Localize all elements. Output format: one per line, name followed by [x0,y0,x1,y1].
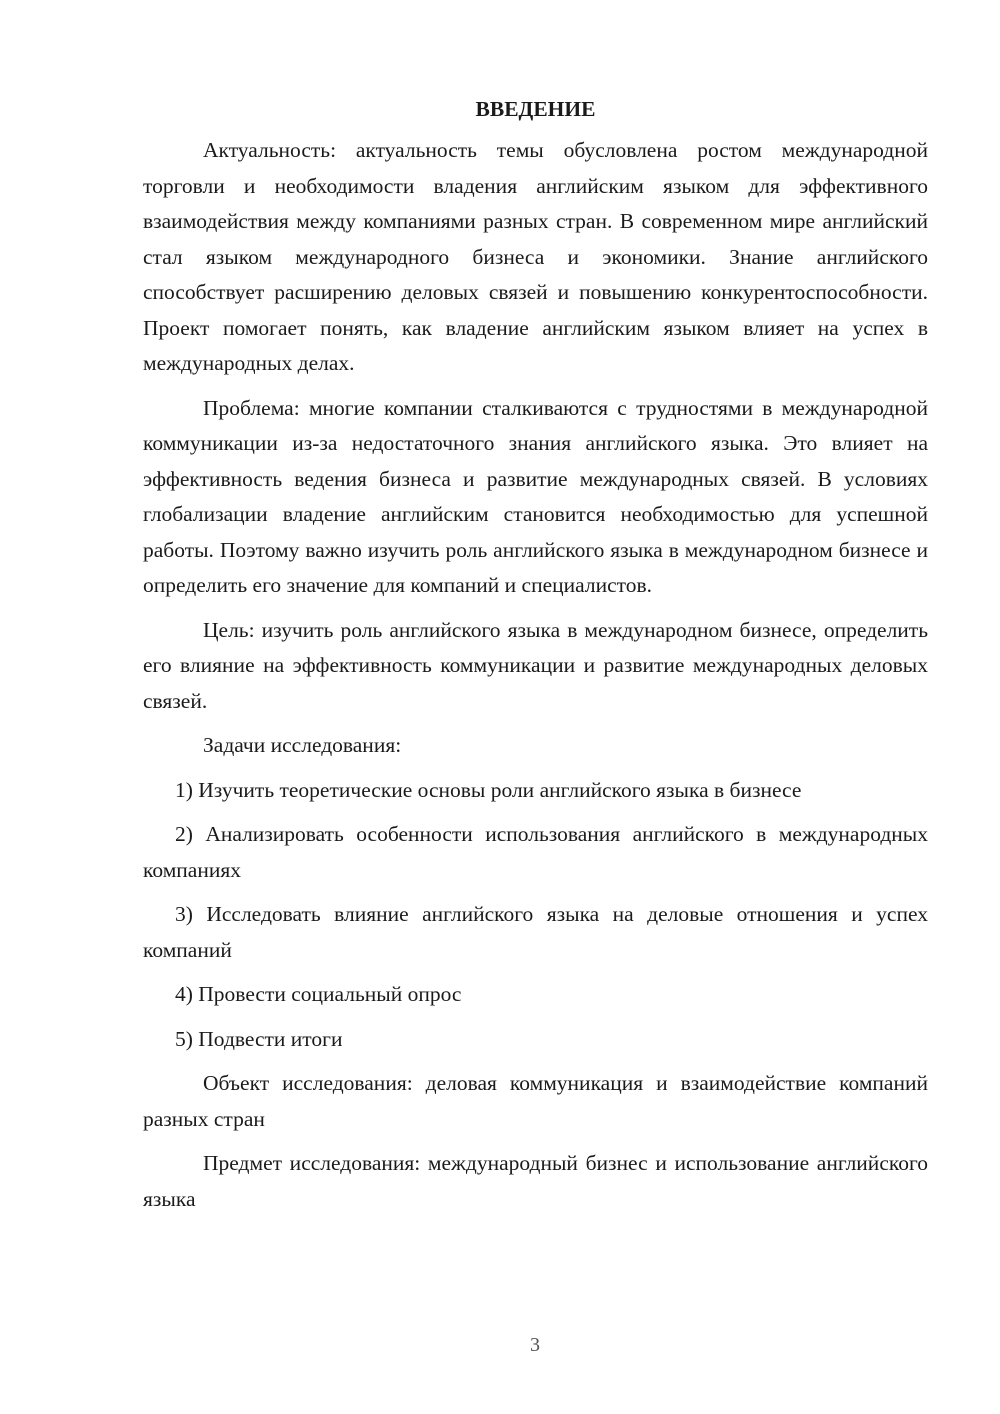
task-item-5: 5) Подвести итоги [175,1026,343,1051]
goal-paragraph: Цель: изучить роль английского языка в международном бизнесе, определить его влияние на эффективность коммуникации и развитие международных деловых связей. [143,617,928,713]
task-item-4: 4) Провести социальный опрос [175,982,462,1006]
task-item-3: 3) Исследовать влияние английского языка на деловые отношения и успех компаний [143,902,928,962]
relevance-paragraph: Актуальность: актуальность темы обусловлена ростом международной торговли и необходимости владения английским языком для эффективного взаимодействия между компаниями разных стран. В современном мире английский стал языком международного бизнеса и экономики. Знание английского способствует расширению деловых связей и повышению конкурентоспособности. Проект помогает понять, как владение английским языком влияет на успех в международных делах. [143,138,928,375]
document-page [143,92,928,1226]
task-item-2: 2) Анализировать особенности использования английского в международных компаниях [143,822,928,882]
problem-paragraph: Проблема: многие компании сталкиваются с трудностями в международной коммуникации из-за недостаточного знания английского языка. Это влияет на эффективность ведения бизнеса и развитие международных связей. В условиях глобализации владение английским становится необходимостью для успешной работы. Поэтому важно изучить роль английского языка в международном бизнесе и определить его значение для компаний и специалистов. [143,395,928,597]
object-paragraph: Объект исследования: деловая коммуникация и взаимодействие компаний разных стран [143,1071,928,1131]
subject-paragraph: Предмет исследования: международный бизнес и использование английского языка [143,1151,928,1211]
tasks-heading: Задачи исследования: [203,733,402,757]
task-item-1: 1) Изучить теоретические основы роли английского языка в бизнесе [175,777,802,802]
tasks-list [143,773,928,1058]
section-title: ВВЕДЕНИЕ [475,97,596,121]
page-number: 3 [530,1334,540,1356]
